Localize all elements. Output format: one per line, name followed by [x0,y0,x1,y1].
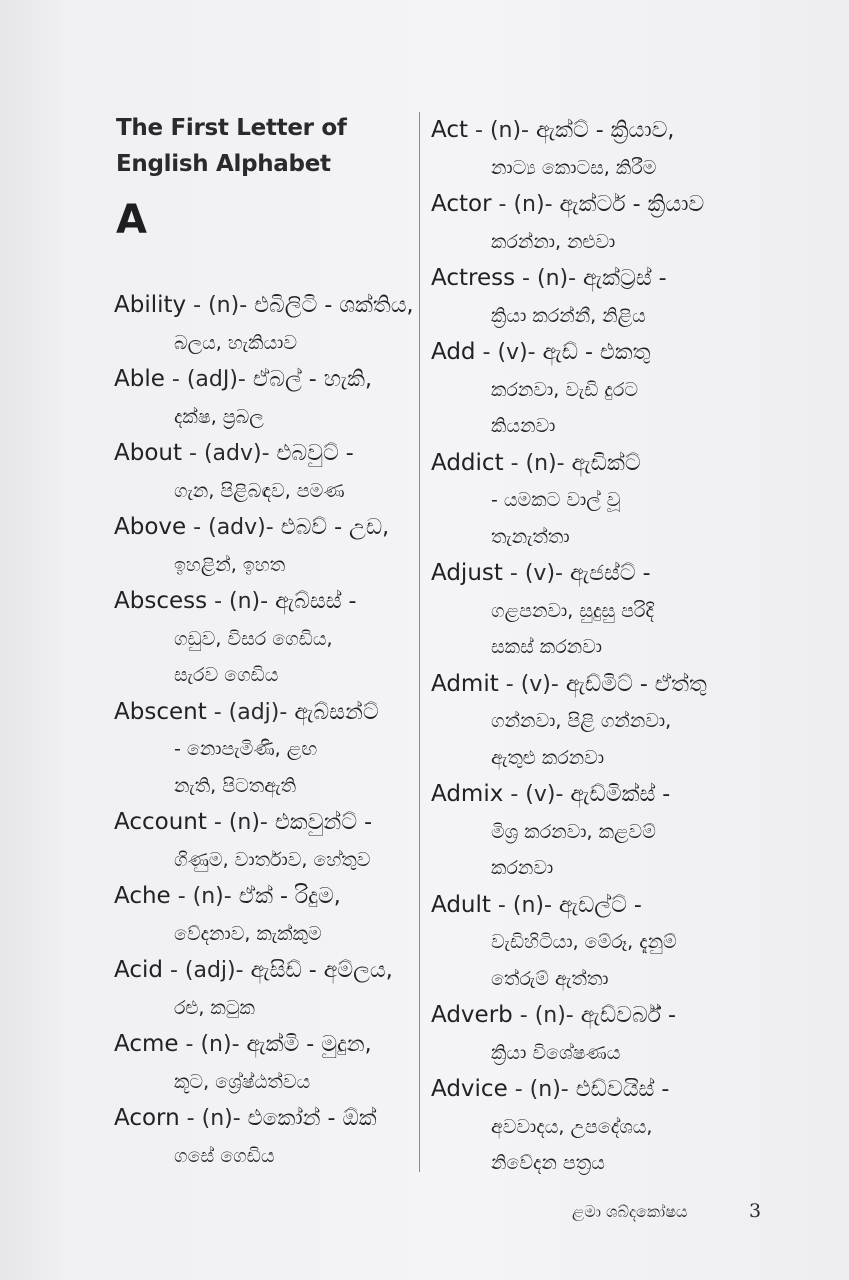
entry-part-of-speech: (n) [201,1106,233,1131]
dictionary-entry [431,1071,729,1182]
entry-pronunciation-meaning: එබවුට් - [276,441,354,466]
entry-pronunciation-meaning: ඒක් - රිදුම, [238,884,341,909]
entry-headline: Ache - (n)- ඒක් - රිදුම, [114,883,341,909]
entry-headline: Act - (n)- ඇක්ට් - ක්‍රියාව, [431,117,675,143]
entry-word: Acorn [114,1105,180,1131]
entry-meaning-line: ගැන, පිළිබඳව, පමණ [174,479,345,502]
entry-meaning-line: කූට, ශ්‍රේෂ්ඨත්වය [174,1070,311,1093]
entry-word: Admix [431,781,504,807]
entry-word: About [114,440,183,466]
entry-part-of-speech: (adJ) [186,367,238,392]
entry-pronunciation-meaning: ඇඩ්මික්ස් - [570,782,671,807]
entry-word: Actor [431,191,492,217]
dictionary-entry [431,112,729,186]
entry-pronunciation-meaning: ඇක්ට්‍රස් - [583,266,667,291]
entry-meaning-line: නාට්‍ය කොටස, කිරීම [491,156,657,179]
entry-meaning-line: සැරව ගෙඩිය [174,664,279,686]
entry-part-of-speech: (n) [512,892,544,918]
dictionary-entry [114,952,414,1026]
entry-headline: Actress - (n)- ඇක්ට්‍රස් - [431,265,667,291]
entry-pronunciation-meaning: එඩ්වයිස් - [575,1077,670,1102]
entry-word: Advice [431,1076,508,1102]
entry-pronunciation-meaning: එකවුන්ට් - [274,810,373,835]
entry-part-of-speech: (n) [192,884,224,909]
entry-headline: Ability - (n)- එබිලිටි - ශක්තිය, [114,292,414,318]
entry-word: Adverb [431,1002,513,1028]
entry-word: Account [114,809,207,835]
entry-meaning-line: ක්‍රියා කරන්නී, නිළිය [491,304,646,327]
entry-pronunciation-meaning: ඇඩල්ට් - [558,892,642,918]
entry-pronunciation-meaning: ඇඩ් - එකතු [542,340,651,365]
entry-pronunciation-meaning: ඇඩ්වර්බ් - [580,1003,676,1028]
dictionary-entry [431,997,729,1071]
entry-meaning-line: ක්‍රියා විශේෂණය [491,1041,621,1064]
entry-meaning-line: කරනවා, වැඩි දුරට [491,378,638,401]
dictionary-entry [114,287,414,361]
entry-headline: Adjust - (v)- ඇජස්ට් - [431,560,651,586]
entry-pronunciation-meaning: ඇජස්ට් - [569,561,651,586]
heading-line-1: The First Letter of [116,115,347,141]
heading-line-2: English Alphabet [116,151,331,177]
dictionary-entry [114,694,414,805]
entry-meaning-line: ගසේ ගෙඩිය [174,1144,275,1167]
entry-part-of-speech: (v) [497,340,528,365]
dictionary-entry [114,361,414,435]
entry-pronunciation-meaning: එබිලිටි - ශක්තිය, [254,293,414,318]
entry-meaning-line: තැනැත්තා [491,525,570,548]
entry-part-of-speech: (n) [229,589,261,614]
column-divider [419,112,420,1172]
entry-part-of-speech: (v) [524,561,556,586]
entry-headline: Adult - (n)- ඇඩල්ට් - [431,891,642,918]
entry-word: Ability [114,292,187,318]
dictionary-entry [114,509,414,583]
entry-word: Able [114,366,165,392]
entry-headline: Adverb - (n)- ඇඩ්වර්බ් - [431,1002,676,1028]
entry-word: Add [431,339,476,365]
entry-part-of-speech: (n) [537,266,569,291]
entry-meaning-line: සකස් කරනවා [491,636,603,658]
entry-part-of-speech: (adv) [208,515,266,540]
entry-meaning-line: වේදනාව, කැක්කුම [174,922,322,945]
entry-pronunciation-meaning: ඇඩ්මිට් - ඒත්තු [565,671,707,697]
dictionary-entry [114,1100,414,1174]
entry-meaning-line: වැඩිහිටියා, මේරූ, දැනුම් [491,931,677,953]
entry-headline: Abscent - (adj)- ඇබ්සන්ට් [114,698,379,725]
entry-pronunciation-meaning: ඇක්ටර් - ක්‍රියාව [559,192,705,217]
entry-pronunciation-meaning: ඇක්මි - මුදුන, [246,1032,372,1057]
entry-pronunciation-meaning: ඇබ්සස් - [275,589,357,614]
entry-meaning-line: කරන්නා, නළුවා [491,230,616,253]
entry-part-of-speech: (n) [534,1003,566,1028]
section-letter: A [116,197,147,243]
dictionary-entry [431,887,729,998]
dictionary-entry [431,555,729,666]
left-column [114,287,414,1174]
entry-pronunciation-meaning: ඇක්ට් - ක්‍රියාව, [535,118,675,143]
entry-pronunciation-meaning: ඒබල් - හැකි, [252,367,373,392]
entry-meaning-line: තේරුම් ඇත්තා [491,967,609,990]
entry-headline: About - (adv)- එබවුට් - [114,440,354,466]
dictionary-entry [431,186,729,260]
entry-meaning-line: බලය, හැකියාව [174,331,298,354]
entry-headline: Acid - (adj)- ඇසිඩ් - අම්ලය, [114,957,393,983]
entry-part-of-speech: (v) [520,671,551,697]
entry-headline: Acme - (n)- ඇක්මි - මුදුන, [114,1031,372,1057]
section-heading [116,110,406,182]
entry-headline: Addict - (n)- ඇඩික්ට් [431,449,641,476]
entry-part-of-speech: (n) [208,293,240,318]
entry-pronunciation-meaning: ඇඩික්ට් [571,450,641,476]
entry-word: Ache [114,883,171,909]
entry-meaning-line: - නොපැමිණි, ළඟ [174,738,318,760]
entry-pronunciation-meaning: එබව් - උඩ, [280,515,390,540]
entry-pronunciation-meaning: ඇබ්සන්ට් [294,699,379,725]
entry-meaning-line: මිශ්‍ර කරනවා, කළවම් [491,820,656,843]
entry-meaning-line: නිවේදන පත්‍රය [491,1152,605,1174]
entry-meaning-line: අවවාදය, උපදේශය, [491,1115,653,1138]
entry-headline: Advice - (n)- එඩ්වයිස් - [431,1076,670,1102]
entry-part-of-speech: (adj) [228,699,280,725]
dictionary-entry [114,878,414,952]
page-number: 3 [749,1200,762,1222]
entry-headline: Actor - (n)- ඇක්ටර් - ක්‍රියාව [431,191,705,217]
entry-word: Abscent [114,698,207,725]
entry-meaning-line: දක්ෂ, ප්‍රබල [174,405,264,428]
entry-word: Act [431,117,468,143]
entry-part-of-speech: (n) [529,1077,561,1102]
entry-part-of-speech: (v) [525,782,556,807]
entry-word: Addict [431,449,504,476]
entry-part-of-speech: (adv) [203,441,262,466]
dictionary-entry [431,776,729,887]
entry-headline: Admix - (v)- ඇඩ්මික්ස් - [431,781,671,807]
entry-meaning-line: කරනවා [491,857,554,879]
entry-word: Adjust [431,560,503,586]
entry-word: Acid [114,957,163,983]
entry-meaning-line: ඇතුළු කරනවා [491,746,605,769]
entry-word: Above [114,514,187,540]
entry-pronunciation-meaning: ඇසිඩ් - අම්ලය, [250,958,393,983]
entry-headline: Able - (adJ)- ඒබල් - හැකි, [114,366,373,392]
entry-meaning-line: ගළපනවා, සුදුසු පරිදි [491,599,654,622]
entry-meaning-line: රළු, කටුක [174,996,255,1019]
dictionary-entry [431,445,729,556]
entry-part-of-speech: (adj) [184,958,236,983]
entry-part-of-speech: (n) [228,810,260,835]
entry-part-of-speech: (n) [525,450,557,476]
entry-meaning-line: ඉහළින්, ඉහත [174,553,286,576]
dictionary-entry [114,583,414,694]
entry-part-of-speech: (n) [200,1032,232,1057]
entry-word: Actress [431,265,516,291]
entry-word: Adult [431,891,491,918]
entry-pronunciation-meaning: එකෝන් - ඕක් [247,1106,377,1131]
entry-headline: Admit - (v)- ඇඩ්මිට් - ඒත්තු [431,670,707,697]
entry-meaning-line: ගන්නවා, පිළි ගන්නවා, [491,710,672,732]
entry-headline: Add - (v)- ඇඩ් - එකතු [431,339,651,365]
entry-meaning-line: කියනවා [491,415,556,437]
entry-part-of-speech: (n) [489,118,522,143]
book-title-footer: ළමා ශබ්දකෝෂය [572,1202,688,1221]
entry-meaning-line: ගිණුම, වාර්තාව, හේතුව [174,848,371,871]
entry-headline: Abscess - (n)- ඇබ්සස් - [114,588,357,614]
entry-part-of-speech: (n) [513,192,545,217]
entry-meaning-line: ගඩුව, විසර ගෙඩිය, [174,627,333,650]
entry-meaning-line: නැති, පිටතඇති [174,774,297,797]
entry-meaning-line: - යමකට වාල් වූ [491,489,621,511]
dictionary-entry [431,334,729,445]
entry-headline: Account - (n)- එකවුන්ට් - [114,809,373,835]
dictionary-entry [114,435,414,509]
dictionary-entry [431,260,729,334]
entry-word: Admit [431,670,499,697]
dictionary-entry [431,666,729,777]
dictionary-entry [114,804,414,878]
entry-word: Abscess [114,588,208,614]
entry-headline: Acorn - (n)- එකෝන් - ඕක් [114,1105,377,1131]
right-column [431,112,729,1182]
entry-headline: Above - (adv)- එබව් - උඩ, [114,514,390,540]
dictionary-entry [114,1026,414,1100]
entry-word: Acme [114,1031,179,1057]
